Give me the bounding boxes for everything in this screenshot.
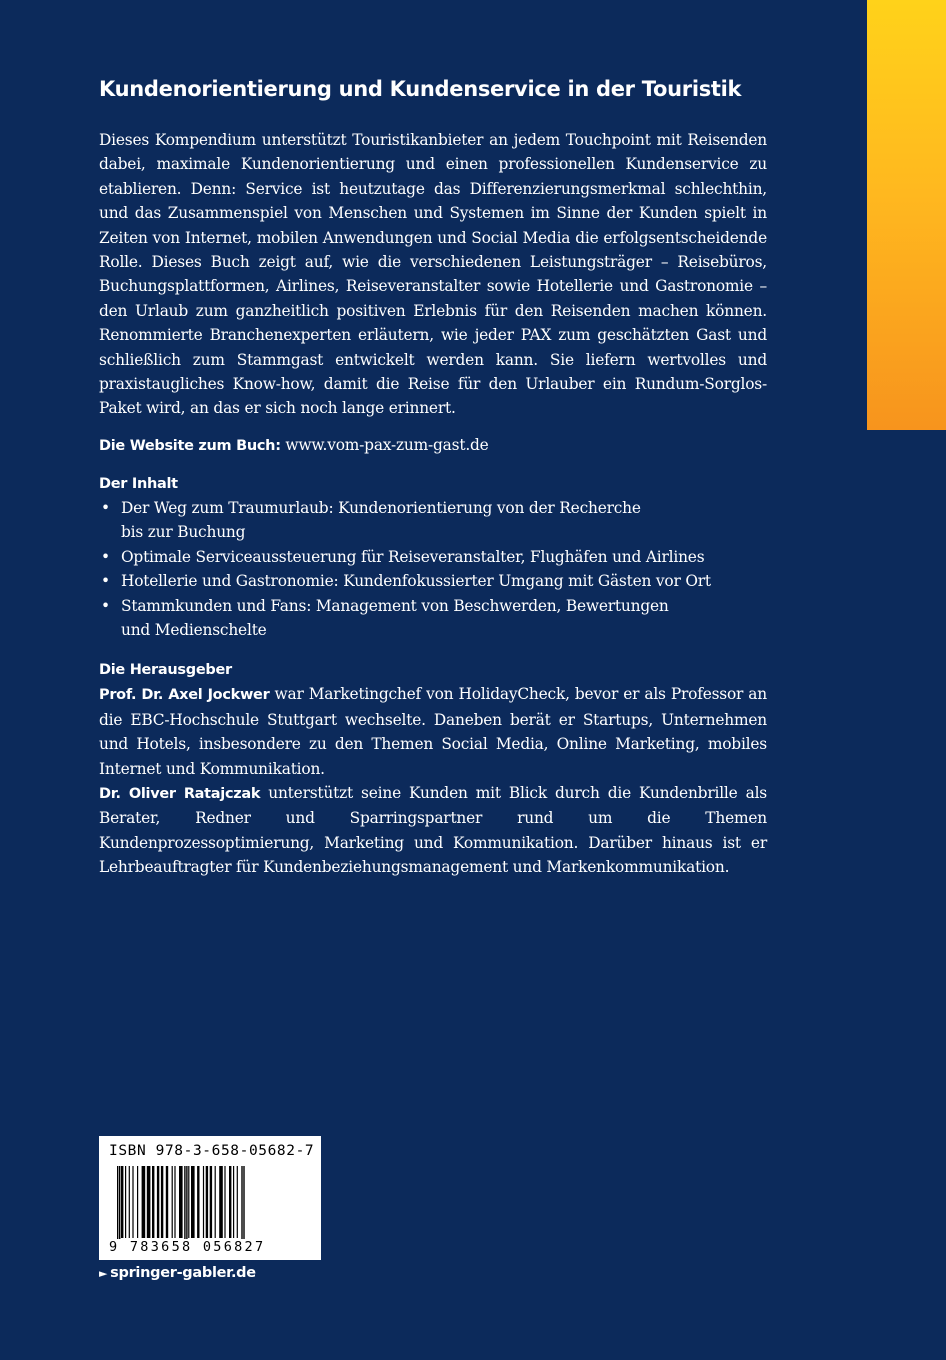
barcode-guard-bar bbox=[117, 1166, 118, 1246]
barcode-bar bbox=[206, 1166, 208, 1238]
list-item-text: Hotellerie und Gastronomie: Kundenfokussierter Umgang mit Gästen vor Ort bbox=[121, 572, 711, 591]
arrow-icon: ► bbox=[99, 1267, 108, 1280]
bullet-icon: • bbox=[101, 547, 110, 566]
editor-bio-text: war Marketingchef von HolidayCheck, bevor er als Professor an die EBC-Hochschule Stuttgart wechselte. Daneben berät er Startups, Unternehmen und Hotels, insbesondere zu den Themen Social Media, Online Marketing, mobiles Internet und Kommunikation. bbox=[99, 685, 767, 778]
list-item-text: Der Weg zum Traumurlaub: Kundenorientierung von der Recherche bbox=[121, 498, 641, 517]
barcode-bar bbox=[129, 1166, 130, 1238]
barcode-bar bbox=[203, 1166, 204, 1238]
isbn-barcode bbox=[99, 1136, 321, 1260]
intro-paragraph: Dieses Kompendium unterstützt Touristikanbieter an jedem Touchpoint mit Reisenden dabei, maximale Kundenorientierung und einen professionellen Kundenservice zu etablieren. Denn: Service ist heutzutage das Differenzierungsmerkmal schlechthin, und das Zusammenspiel von Menschen und Systemen im Sinne der Kunden spielt in Zeiten von Internet, mobilen Anwendungen und Social Media die erfolgsentscheidende Rolle. Dieses Buch zeigt auf, wie die verschiedenen Leistungsträger – Reisebüros, Buchungsplattformen, Airlines, Reiseveranstalter sowie Hotellerie und Gastronomie – den Urlaub zum ganzheitlich positiven Erlebnis für den Reisenden machen können. Renommierte Branchenexperten erläutern, wie jeder PAX zum geschätzten Gast und schließlich zum Stammgast entwickelt werden kann. Sie liefern wertvolles und praxistaugliches Know-how, damit die Reise für den Urlauber ein Rundum-Sorglos-Paket wird, an das er sich noch lange erinnert. bbox=[99, 131, 767, 418]
barcode-bar bbox=[132, 1166, 133, 1238]
publisher-link[interactable] bbox=[99, 1263, 256, 1284]
barcode-bars bbox=[109, 1166, 313, 1246]
barcode-bar bbox=[172, 1166, 173, 1238]
contents-heading: Der Inhalt bbox=[99, 475, 178, 492]
barcode-bar bbox=[197, 1166, 199, 1238]
list-item bbox=[99, 496, 767, 545]
barcode-bar bbox=[157, 1166, 159, 1238]
barcode-bar bbox=[147, 1166, 151, 1238]
barcode-bar bbox=[224, 1166, 225, 1238]
barcode-bar bbox=[125, 1166, 126, 1238]
website-line bbox=[99, 433, 767, 458]
bullet-icon: • bbox=[101, 498, 110, 517]
publisher-url: springer-gabler.de bbox=[110, 1265, 256, 1281]
barcode-bar bbox=[219, 1166, 223, 1238]
barcode-bar bbox=[161, 1166, 163, 1238]
barcode-bar bbox=[237, 1166, 238, 1238]
barcode-bar bbox=[137, 1166, 138, 1238]
list-item-text-continued: bis zur Buchung bbox=[121, 523, 246, 542]
list-item bbox=[99, 545, 767, 569]
barcode-bar bbox=[152, 1166, 154, 1238]
back-cover-text bbox=[99, 74, 767, 880]
barcode-bar bbox=[191, 1166, 195, 1238]
barcode-bar bbox=[233, 1166, 234, 1238]
list-item-text-continued: und Medienschelte bbox=[121, 620, 267, 639]
barcode-bar bbox=[210, 1166, 212, 1238]
accent-color-bar bbox=[867, 0, 946, 430]
barcode-guard-bar bbox=[119, 1166, 120, 1246]
barcode-bar bbox=[229, 1166, 231, 1238]
barcode-bar bbox=[215, 1166, 216, 1238]
barcode-guard-bar bbox=[184, 1166, 185, 1246]
editor-bio bbox=[99, 781, 767, 880]
barcode-digits: 9 783658 056827 bbox=[109, 1239, 313, 1255]
list-item-text: Optimale Serviceaussteuerung für Reiseveranstalter, Flughäfen und Airlines bbox=[121, 547, 705, 566]
isbn-number: ISBN 978-3-658-05682-7 bbox=[109, 1143, 315, 1159]
website-label: Die Website zum Buch: bbox=[99, 437, 281, 454]
barcode-bar bbox=[121, 1166, 123, 1238]
bullet-icon: • bbox=[101, 596, 110, 615]
bullet-icon: • bbox=[101, 572, 110, 591]
editor-bio bbox=[99, 682, 767, 781]
barcode-bar bbox=[166, 1166, 168, 1238]
list-item bbox=[99, 594, 767, 643]
editor-name: Prof. Dr. Axel Jockwer bbox=[99, 687, 270, 704]
editor-bio-text: unterstützt seine Kunden mit Blick durch die Kundenbrille als Berater, Redner und Sparringspartner rund um die Themen Kundenprozessoptimierung, Marketing und Kommunikation. Darüber hinaus ist er Lehrbeauftragter für Kundenbeziehungsmanagement und Markenkommunikation. bbox=[99, 783, 767, 877]
list-item-text: Stammkunden und Fans: Management von Beschwerden, Bewertungen bbox=[121, 596, 669, 615]
list-item bbox=[99, 569, 767, 593]
barcode-bar bbox=[142, 1166, 146, 1238]
editor-name: Dr. Oliver Ratajczak bbox=[99, 785, 261, 802]
barcode-guard-bar bbox=[241, 1166, 242, 1246]
editors-heading: Die Herausgeber bbox=[99, 662, 232, 679]
website-url[interactable]: www.vom-pax-zum-gast.de bbox=[285, 435, 489, 454]
editors-section bbox=[99, 682, 767, 879]
barcode-bar bbox=[174, 1166, 175, 1238]
barcode-guard-bar bbox=[243, 1166, 244, 1246]
book-title: Kundenorientierung und Kundenservice in der Touristik bbox=[99, 77, 742, 101]
barcode-bar bbox=[179, 1166, 183, 1238]
barcode-bar bbox=[188, 1166, 189, 1238]
contents-list bbox=[99, 496, 767, 642]
barcode-guard-bar bbox=[186, 1166, 187, 1246]
